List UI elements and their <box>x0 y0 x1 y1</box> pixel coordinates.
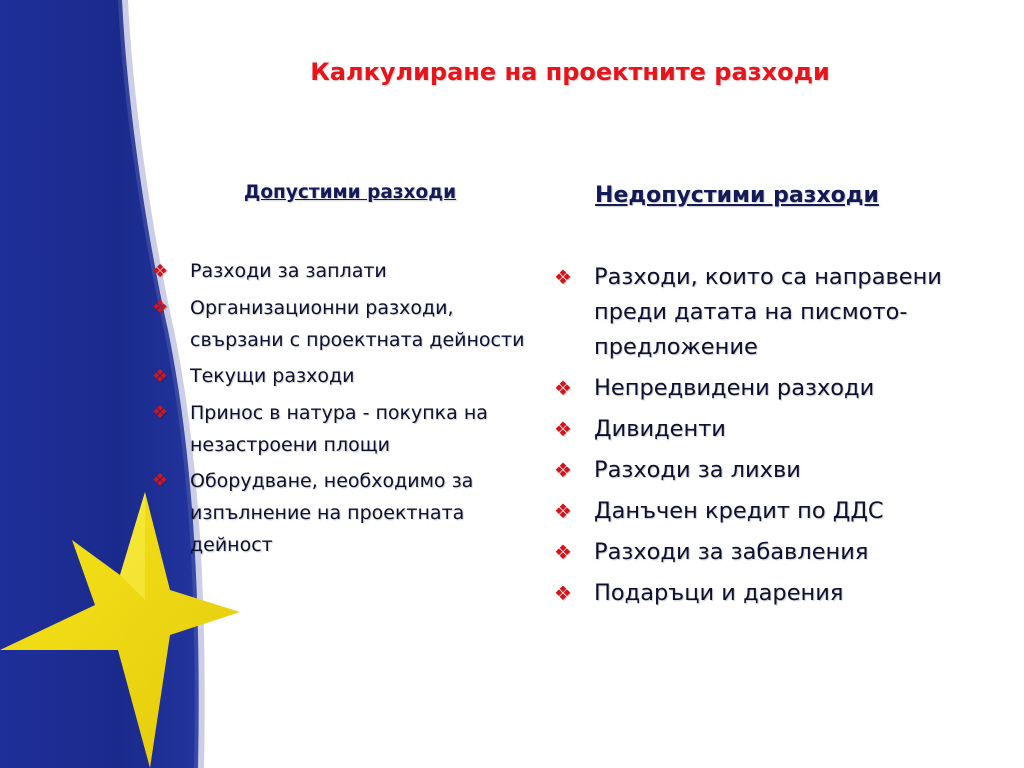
diamond-bullet-icon: ❖ <box>554 376 572 400</box>
diamond-bullet-icon: ❖ <box>554 417 572 441</box>
list-item: ❖ Организационни разходи, свързани с проектната дейности <box>150 292 550 356</box>
list-item: ❖ Дивиденти <box>552 412 982 447</box>
list-item: ❖ Разходи за заплати <box>150 255 550 288</box>
diamond-bullet-icon: ❖ <box>554 265 572 289</box>
diamond-bullet-icon: ❖ <box>554 540 572 564</box>
list-item: ❖ Разходи за лихви <box>552 453 982 488</box>
diamond-bullet-icon: ❖ <box>152 402 169 423</box>
list-item: ❖ Подаръци и дарения <box>552 576 982 611</box>
list-item: ❖ Данъчен кредит по ДДС <box>552 494 982 529</box>
disallowed-costs-list <box>552 260 982 611</box>
list-item: ❖ Принос в натура - покупка на незастроени площи <box>150 397 550 461</box>
list-item: ❖ Текущи разходи <box>150 360 550 393</box>
diamond-bullet-icon: ❖ <box>554 581 572 605</box>
diamond-bullet-icon: ❖ <box>152 470 169 491</box>
allowed-costs-column <box>150 182 550 565</box>
disallowed-costs-column <box>552 183 982 617</box>
diamond-bullet-icon: ❖ <box>152 261 169 282</box>
diamond-bullet-icon: ❖ <box>554 499 572 523</box>
diamond-bullet-icon: ❖ <box>152 366 169 387</box>
list-item: ❖ Разходи за забавления <box>552 535 982 570</box>
diamond-bullet-icon: ❖ <box>152 297 169 318</box>
list-item: ❖ Непредвидени разходи <box>552 371 982 406</box>
list-item: ❖ Разходи, които са направени преди датата на писмото-предложение <box>552 260 982 365</box>
allowed-costs-list <box>150 255 550 561</box>
slide-title: Калкулиране на проектните разходи <box>310 58 830 86</box>
diamond-bullet-icon: ❖ <box>554 458 572 482</box>
allowed-costs-heading: Допустими разходи <box>243 182 457 203</box>
disallowed-costs-heading: Недопустими разходи <box>595 183 879 208</box>
list-item: ❖ Оборудване, необходимо за изпълнение на проектната дейност <box>150 465 550 561</box>
